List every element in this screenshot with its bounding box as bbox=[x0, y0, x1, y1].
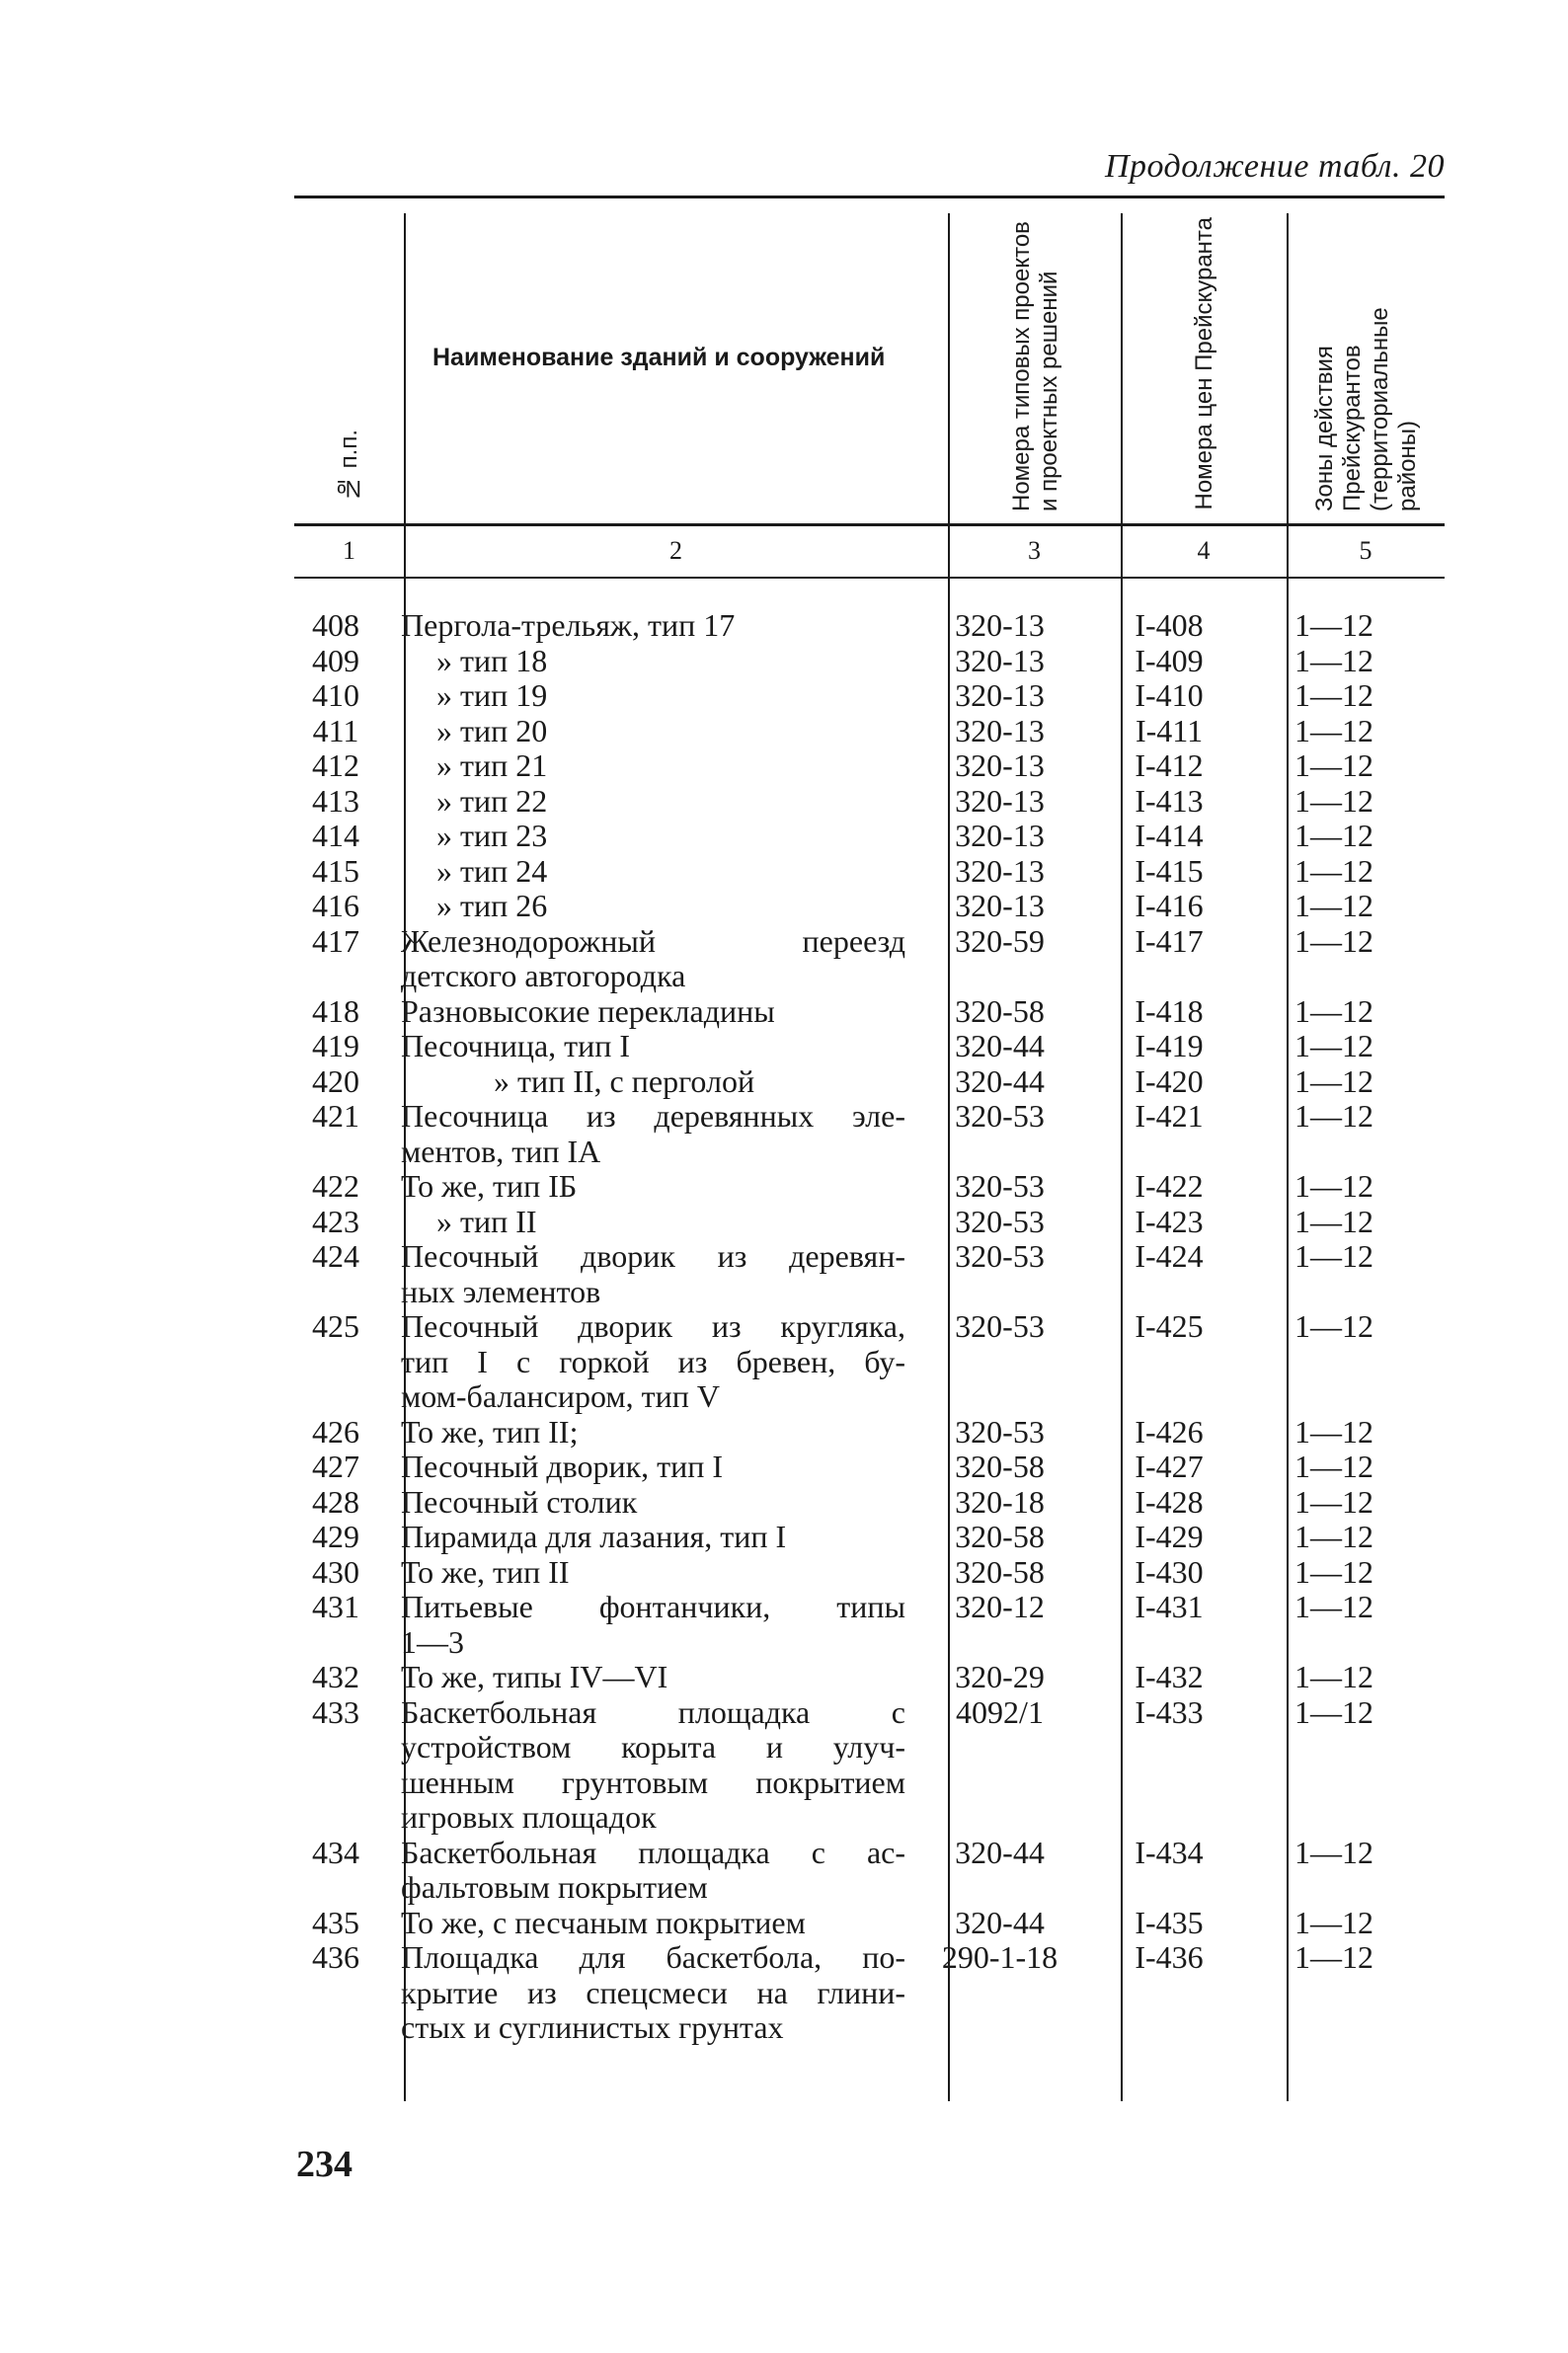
table-row bbox=[294, 854, 1445, 890]
row-name-line: » тип 21 bbox=[436, 747, 548, 783]
row-project-number: 320-13 bbox=[955, 852, 1045, 889]
header-name: Наименование зданий и сооружений bbox=[432, 344, 886, 371]
row-name-line: Баскетбольная площадка с ас- bbox=[401, 1834, 905, 1870]
row-zone: 1—12 bbox=[1294, 607, 1373, 643]
row-project-number: 320-44 bbox=[955, 1028, 1045, 1063]
table-row bbox=[294, 1520, 1445, 1555]
row-number: 432 bbox=[312, 1659, 359, 1694]
row-number: 415 bbox=[312, 852, 359, 889]
row-name-line: Песочница, тип I bbox=[401, 1028, 631, 1063]
row-number: 427 bbox=[312, 1449, 359, 1484]
table-row bbox=[294, 994, 1445, 1030]
row-project-number: 320-18 bbox=[955, 1483, 1045, 1520]
row-price-number: I-413 bbox=[1135, 782, 1204, 819]
row-name-line: То же, тип II bbox=[401, 1553, 570, 1590]
row-name bbox=[377, 819, 913, 854]
table-row bbox=[294, 1485, 1445, 1521]
row-price-number: I-416 bbox=[1135, 888, 1204, 923]
row-name bbox=[377, 1520, 913, 1555]
row-project-number: 320-13 bbox=[955, 818, 1045, 853]
row-name bbox=[377, 1660, 913, 1695]
row-name bbox=[377, 1590, 913, 1660]
row-price-number: I-432 bbox=[1135, 1659, 1204, 1694]
row-name-line: Питьевые фонтанчики, типы bbox=[401, 1589, 905, 1624]
row-price-number: I-435 bbox=[1135, 1904, 1204, 1940]
table-row bbox=[294, 1099, 1445, 1169]
row-zone: 1—12 bbox=[1294, 1308, 1373, 1344]
row-zone: 1—12 bbox=[1294, 922, 1373, 959]
row-price-number: I-427 bbox=[1135, 1449, 1204, 1484]
row-name bbox=[377, 678, 913, 714]
row-zone: 1—12 bbox=[1294, 1413, 1373, 1450]
row-price-number: I-433 bbox=[1135, 1693, 1204, 1730]
row-name bbox=[377, 1906, 913, 1941]
row-project-number: 320-53 bbox=[955, 1098, 1045, 1134]
table-row bbox=[294, 1940, 1445, 2046]
row-project-number: 320-13 bbox=[955, 747, 1045, 783]
row-name bbox=[377, 1555, 913, 1591]
row-name-line: То же, тип II; bbox=[401, 1413, 579, 1450]
row-price-number: I-430 bbox=[1135, 1553, 1204, 1590]
row-name-line: Песочный дворик из кругляка, bbox=[401, 1308, 905, 1344]
row-name bbox=[377, 644, 913, 679]
row-price-number: I-429 bbox=[1135, 1519, 1204, 1554]
table-row bbox=[294, 1660, 1445, 1695]
row-project-number: 320-44 bbox=[955, 1834, 1045, 1870]
row-number: 409 bbox=[312, 642, 359, 678]
row-project-number: 320-53 bbox=[955, 1203, 1045, 1239]
row-project-number: 320-59 bbox=[955, 922, 1045, 959]
row-number: 418 bbox=[312, 992, 359, 1029]
row-zone: 1—12 bbox=[1294, 1519, 1373, 1554]
row-zone: 1—12 bbox=[1294, 1553, 1373, 1590]
row-zone: 1—12 bbox=[1294, 1238, 1373, 1274]
row-number: 417 bbox=[312, 922, 359, 959]
row-name-line: Площадка для баскетбола, по- bbox=[401, 1939, 905, 1975]
row-price-number: I-412 bbox=[1135, 747, 1204, 783]
row-name-line: Песочница из деревянных эле- bbox=[401, 1098, 905, 1134]
table-row bbox=[294, 1029, 1445, 1064]
table-body bbox=[294, 608, 1445, 2046]
row-price-number: I-414 bbox=[1135, 818, 1204, 853]
row-project-number: 320-44 bbox=[955, 1062, 1045, 1099]
row-name-line: Разновысокие перекладины bbox=[401, 992, 775, 1029]
row-name-line: ментов, тип IA bbox=[401, 1133, 601, 1169]
row-name bbox=[377, 924, 913, 994]
row-name bbox=[377, 714, 913, 749]
row-number: 413 bbox=[312, 782, 359, 819]
row-project-number: 320-13 bbox=[955, 677, 1045, 713]
row-name bbox=[377, 1205, 913, 1240]
table-row bbox=[294, 784, 1445, 820]
row-project-number: 320-53 bbox=[955, 1308, 1045, 1344]
row-name-line: То же, типы IV—VI bbox=[401, 1659, 668, 1694]
row-number: 421 bbox=[312, 1098, 359, 1134]
row-name bbox=[377, 784, 913, 820]
row-number: 408 bbox=[312, 607, 359, 643]
row-zone: 1—12 bbox=[1294, 1203, 1373, 1239]
header-zones: Зоны действия Прейскурантов (территориальные районы) bbox=[1311, 307, 1421, 511]
row-name bbox=[377, 889, 913, 924]
row-name-line: крытие из спецсмеси на глини- bbox=[401, 1974, 905, 2010]
row-name-line: » тип 19 bbox=[436, 677, 548, 713]
row-name bbox=[377, 1940, 913, 2046]
row-price-number: I-426 bbox=[1135, 1413, 1204, 1450]
row-name bbox=[377, 748, 913, 784]
table-top-rule bbox=[294, 196, 1445, 198]
header-projects: Номера типовых проектов и проектных решений bbox=[1007, 221, 1062, 511]
column-number: 2 bbox=[669, 536, 682, 565]
table-row bbox=[294, 678, 1445, 714]
row-number: 431 bbox=[312, 1589, 359, 1624]
column-number: 4 bbox=[1197, 536, 1211, 565]
table-row bbox=[294, 924, 1445, 994]
page-number: 234 bbox=[296, 2144, 353, 2185]
row-number: 429 bbox=[312, 1519, 359, 1554]
row-name bbox=[377, 1029, 913, 1064]
row-price-number: I-417 bbox=[1135, 922, 1204, 959]
row-project-number: 320-13 bbox=[955, 712, 1045, 748]
row-price-number: I-428 bbox=[1135, 1483, 1204, 1520]
row-name-line: Песочный столик bbox=[401, 1483, 638, 1520]
row-project-number: 320-13 bbox=[955, 642, 1045, 678]
table-row bbox=[294, 714, 1445, 749]
row-name-line: Песочный дворик, тип I bbox=[401, 1449, 724, 1484]
row-name-line: » тип 24 bbox=[436, 852, 548, 889]
table-row bbox=[294, 608, 1445, 644]
row-number: 420 bbox=[312, 1062, 359, 1099]
row-name-line: Железнодорожный переезд bbox=[401, 922, 905, 959]
column-number: 5 bbox=[1359, 536, 1372, 565]
row-zone: 1—12 bbox=[1294, 1168, 1373, 1204]
row-name-line: Баскетбольная площадка с bbox=[401, 1693, 905, 1730]
row-zone: 1—12 bbox=[1294, 1028, 1373, 1063]
row-name bbox=[377, 608, 913, 644]
row-number: 434 bbox=[312, 1834, 359, 1870]
row-zone: 1—12 bbox=[1294, 1693, 1373, 1730]
row-price-number: I-424 bbox=[1135, 1238, 1204, 1274]
row-price-number: I-425 bbox=[1135, 1308, 1204, 1344]
table-row bbox=[294, 1239, 1445, 1309]
row-price-number: I-431 bbox=[1135, 1589, 1204, 1624]
row-name bbox=[377, 1450, 913, 1485]
row-name-line: » тип II bbox=[436, 1203, 537, 1239]
table-row bbox=[294, 748, 1445, 784]
row-number: 411 bbox=[312, 712, 359, 748]
row-zone: 1—12 bbox=[1294, 1834, 1373, 1870]
row-zone: 1—12 bbox=[1294, 1659, 1373, 1694]
row-number: 428 bbox=[312, 1483, 359, 1520]
table-row bbox=[294, 1169, 1445, 1205]
row-zone: 1—12 bbox=[1294, 1939, 1373, 1975]
row-price-number: I-408 bbox=[1135, 607, 1204, 643]
row-name bbox=[377, 1239, 913, 1309]
table-row bbox=[294, 1064, 1445, 1100]
row-name-line: » тип 26 bbox=[436, 888, 548, 923]
row-zone: 1—12 bbox=[1294, 642, 1373, 678]
row-project-number: 320-58 bbox=[955, 1519, 1045, 1554]
row-number: 430 bbox=[312, 1553, 359, 1590]
row-name bbox=[377, 1309, 913, 1415]
row-name-line: Пирамида для лазания, тип I bbox=[401, 1519, 787, 1554]
row-name bbox=[377, 1836, 913, 1906]
row-zone: 1—12 bbox=[1294, 1589, 1373, 1624]
row-zone: 1—12 bbox=[1294, 782, 1373, 819]
row-price-number: I-411 bbox=[1135, 712, 1204, 748]
row-name-line: устройством корыта и улуч- bbox=[401, 1729, 905, 1765]
row-number: 410 bbox=[312, 677, 359, 713]
row-zone: 1—12 bbox=[1294, 888, 1373, 923]
table-row bbox=[294, 1836, 1445, 1906]
row-name bbox=[377, 1169, 913, 1205]
row-name-line: Песочный дворик из деревян- bbox=[401, 1238, 905, 1274]
row-zone: 1—12 bbox=[1294, 852, 1373, 889]
row-name-line: » тип II, с перголой bbox=[494, 1062, 755, 1099]
row-name-line: » тип 23 bbox=[436, 818, 548, 853]
row-zone: 1—12 bbox=[1294, 1483, 1373, 1520]
table-row bbox=[294, 1695, 1445, 1836]
row-project-number: 320-58 bbox=[955, 992, 1045, 1029]
row-project-number: 320-44 bbox=[955, 1904, 1045, 1940]
row-project-number: 320-12 bbox=[955, 1589, 1045, 1624]
row-project-number: 320-29 bbox=[955, 1659, 1045, 1694]
row-price-number: I-419 bbox=[1135, 1028, 1204, 1063]
row-project-number: 4092/1 bbox=[956, 1693, 1044, 1730]
row-zone: 1—12 bbox=[1294, 712, 1373, 748]
row-zone: 1—12 bbox=[1294, 677, 1373, 713]
row-project-number: 320-58 bbox=[955, 1449, 1045, 1484]
row-zone: 1—12 bbox=[1294, 747, 1373, 783]
row-name-line: Пергола-трельяж, тип 17 bbox=[401, 607, 736, 643]
row-price-number: I-415 bbox=[1135, 852, 1204, 889]
row-project-number: 290-1-18 bbox=[941, 1939, 1058, 1975]
table-row bbox=[294, 889, 1445, 924]
row-price-number: I-418 bbox=[1135, 992, 1204, 1029]
row-number: 424 bbox=[312, 1238, 359, 1274]
row-price-number: I-423 bbox=[1135, 1203, 1204, 1239]
row-name-line: тип I с горкой из бревен, бу- bbox=[401, 1343, 905, 1379]
column-number: 3 bbox=[1028, 536, 1041, 565]
row-project-number: 320-13 bbox=[955, 888, 1045, 923]
row-number: 416 bbox=[312, 888, 359, 923]
row-price-number: I-420 bbox=[1135, 1062, 1204, 1099]
row-number: 425 bbox=[312, 1308, 359, 1344]
row-price-number: I-422 bbox=[1135, 1168, 1204, 1204]
row-name-line: шенным грунтовым покрытием bbox=[401, 1764, 905, 1800]
row-price-number: I-410 bbox=[1135, 677, 1204, 713]
header-prices: Номера цен Прейскуранта bbox=[1191, 216, 1217, 510]
table-row bbox=[294, 644, 1445, 679]
row-name-line: ных элементов bbox=[401, 1273, 601, 1309]
table-row bbox=[294, 1205, 1445, 1240]
row-price-number: I-436 bbox=[1135, 1939, 1204, 1975]
row-project-number: 320-13 bbox=[955, 607, 1045, 643]
row-zone: 1—12 bbox=[1294, 818, 1373, 853]
row-project-number: 320-58 bbox=[955, 1553, 1045, 1590]
row-price-number: I-421 bbox=[1135, 1098, 1204, 1134]
row-name bbox=[377, 854, 913, 890]
row-zone: 1—12 bbox=[1294, 1062, 1373, 1099]
table-row bbox=[294, 1309, 1445, 1415]
row-price-number: I-434 bbox=[1135, 1834, 1204, 1870]
row-name-line: игровых площадок bbox=[401, 1799, 657, 1835]
row-name-line: стых и суглинистых грунтах bbox=[401, 2009, 784, 2045]
row-name bbox=[377, 1099, 913, 1169]
row-number: 423 bbox=[312, 1203, 359, 1239]
row-project-number: 320-13 bbox=[955, 782, 1045, 819]
row-number: 436 bbox=[312, 1939, 359, 1975]
row-name-line: фальтовым покрытием bbox=[401, 1869, 708, 1905]
row-zone: 1—12 bbox=[1294, 1098, 1373, 1134]
row-project-number: 320-53 bbox=[955, 1413, 1045, 1450]
table-row bbox=[294, 1450, 1445, 1485]
row-price-number: I-409 bbox=[1135, 642, 1204, 678]
row-number: 433 bbox=[312, 1693, 359, 1730]
row-number: 414 bbox=[312, 818, 359, 853]
column-number-rule bbox=[294, 577, 1445, 579]
row-name bbox=[377, 1064, 913, 1100]
table-row bbox=[294, 1415, 1445, 1451]
table-row bbox=[294, 819, 1445, 854]
row-name bbox=[377, 1415, 913, 1451]
row-name bbox=[377, 994, 913, 1030]
row-name bbox=[377, 1485, 913, 1521]
row-number: 412 bbox=[312, 747, 359, 783]
row-name-line: » тип 18 bbox=[436, 642, 548, 678]
row-zone: 1—12 bbox=[1294, 1904, 1373, 1940]
row-name-line: детского автогородка bbox=[401, 958, 686, 993]
row-number: 426 bbox=[312, 1413, 359, 1450]
row-name bbox=[377, 1695, 913, 1836]
row-name-line: 1—3 bbox=[401, 1623, 464, 1660]
header-number: № п.п. bbox=[335, 430, 362, 502]
row-name-line: То же, с песчаным покрытием bbox=[401, 1904, 806, 1940]
page-caption: Продолжение табл. 20 bbox=[1104, 148, 1445, 185]
row-zone: 1—12 bbox=[1294, 992, 1373, 1029]
row-number: 419 bbox=[312, 1028, 359, 1063]
price-table bbox=[294, 196, 1445, 2101]
column-number: 1 bbox=[343, 536, 355, 565]
row-zone: 1—12 bbox=[1294, 1449, 1373, 1484]
row-name-line: мом-балансиром, тип V bbox=[401, 1378, 720, 1414]
row-project-number: 320-53 bbox=[955, 1238, 1045, 1274]
row-name-line: » тип 20 bbox=[436, 712, 548, 748]
row-name-line: То же, тип IБ bbox=[401, 1168, 578, 1204]
header-bottom-rule bbox=[294, 523, 1445, 526]
table-row bbox=[294, 1590, 1445, 1660]
row-name-line: » тип 22 bbox=[436, 782, 548, 819]
table-row bbox=[294, 1555, 1445, 1591]
table-row bbox=[294, 1906, 1445, 1941]
row-number: 422 bbox=[312, 1168, 359, 1204]
row-project-number: 320-53 bbox=[955, 1168, 1045, 1204]
row-number: 435 bbox=[312, 1904, 359, 1940]
